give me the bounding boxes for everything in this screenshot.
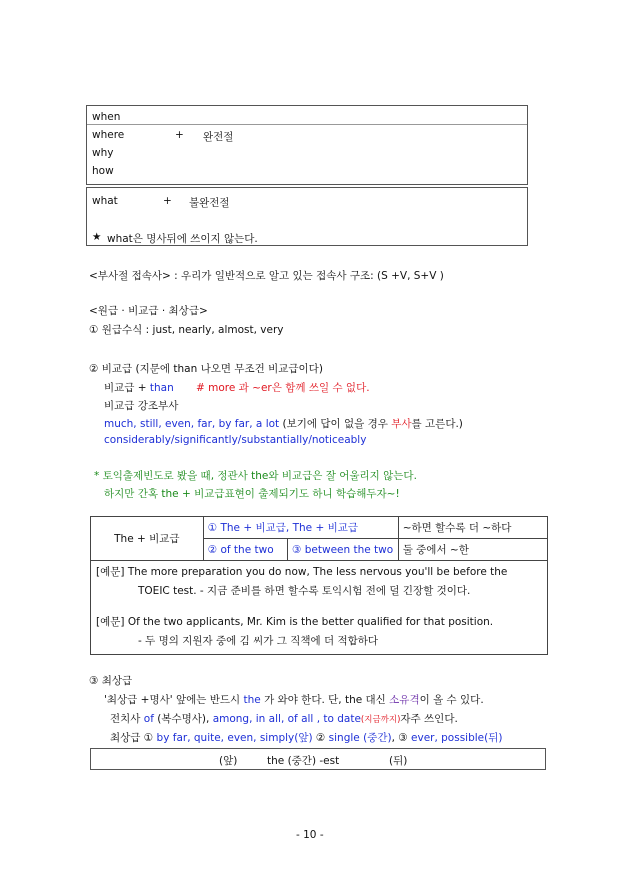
sup-l1-the: the <box>243 694 261 706</box>
intensifier-line <box>104 416 463 431</box>
what-box <box>86 187 528 246</box>
intensifier-note-word: 부사 <box>391 418 412 430</box>
sup-l3-a: 최상급 ① <box>110 732 157 744</box>
box1-row-when: when <box>92 111 121 123</box>
box1-complete-clause: 완전절 <box>203 131 234 143</box>
sup-l3-front: by far, quite, even, simply(앞) <box>156 732 313 744</box>
table-r2-of-the-two: ② of the two <box>203 539 287 561</box>
example-1-line2: TOEIC test. - 지금 준비를 하면 할수록 토익시험 전에 덜 긴장할 것이다. <box>138 585 471 597</box>
superlative-line-2 <box>110 711 458 726</box>
box1-row-where: where <box>92 129 125 141</box>
degree-section-title: <원급 · 비교급 · 최상급> <box>89 305 208 317</box>
adverbial-conjunction-line: <부사절 접속사> : 우리가 일반적으로 알고 있는 접속사 구조: (S +V, S+V ) <box>89 270 444 282</box>
tip-line-2: 하지만 간혹 the + 비교급표현이 출제되기도 하니 학습해두자~! <box>104 488 400 500</box>
example-1-en: [예문] The more preparation you do now, The less nervous you'll be before the <box>96 566 508 578</box>
sup-l2-small: (지금까지) <box>360 715 401 725</box>
box1-row-why: why <box>92 147 114 159</box>
table-r2-between-the-two: ③ between the two <box>288 539 399 561</box>
sup-l2-a: 전치사 <box>110 713 144 725</box>
superlative-line-3 <box>110 730 502 745</box>
box2-incomplete-clause: 불완전절 <box>189 197 230 209</box>
sup-l2-of: of <box>143 713 154 725</box>
structure-mid: the (중간) -est <box>267 755 340 767</box>
comparative-rule-prefix: 비교급 + <box>104 382 150 394</box>
intensifier-list: much, still, even, far, by far, a lot <box>104 418 280 430</box>
structure-front: (앞) <box>219 755 238 767</box>
box1-row-how: how <box>92 165 114 177</box>
sup-l3-b: ② <box>312 732 329 744</box>
superlative-title: ③ 최상급 <box>89 675 133 687</box>
sup-l1-possessive: 소유격 <box>389 694 420 706</box>
table-left-header <box>91 517 204 561</box>
comparative-table <box>90 516 548 655</box>
intensifier-note-1: (보기에 답이 없을 경우 <box>279 418 392 430</box>
sup-l1-a: '최상급 +명사' 앞에는 반드시 <box>104 694 244 706</box>
sup-l3-c: , ③ <box>391 732 412 744</box>
sup-l2-c: 자주 쓰인다. <box>400 713 458 725</box>
sup-l2-b: (복수명사), <box>153 713 213 725</box>
box2-what: what <box>92 195 118 207</box>
sup-l3-mid: single (중간) <box>328 732 392 744</box>
sup-l1-b: 가 와야 한다. 단, the 대신 <box>260 694 390 706</box>
superlative-structure-box <box>90 748 546 770</box>
sup-l1-c: 이 올 수 있다. <box>419 694 484 706</box>
sup-l2-phrases: among, in all, of all , to date <box>212 713 361 725</box>
table-examples-cell <box>91 561 548 655</box>
box1-divider <box>87 124 527 125</box>
intensifier-list-2: considerably/significantly/substantially/noticeably <box>104 434 367 446</box>
superlative-line-1 <box>104 692 484 707</box>
example-2-en: [예문] Of the two applicants, Mr. Kim is the better qualified for that position. <box>96 616 494 628</box>
tip-line-1: * 토익출제빈도로 봤을 때, 정관사 the와 비교급은 잘 어울리지 않는다. <box>94 470 417 482</box>
comparative-rule <box>104 380 174 395</box>
page-number: - 10 - <box>296 829 324 841</box>
star-icon: ★ <box>92 231 102 243</box>
table-r1-pattern: ① The + 비교급, The + 비교급 <box>203 517 398 539</box>
box1-plus: + <box>175 129 184 141</box>
table-left-label: The + 비교급 <box>114 533 180 545</box>
comparative-title: ② 비교급 (지문에 than 나오면 무조건 비교급이다) <box>89 363 323 375</box>
example-2-ko: - 두 명의 지원자 중에 김 씨가 그 직책에 더 적합하다 <box>138 635 379 647</box>
intensifier-note-2: 를 고른다.) <box>411 418 463 430</box>
comparative-rule-than: than <box>149 382 174 394</box>
box2-plus: + <box>163 195 172 207</box>
relative-adverb-box <box>86 105 528 185</box>
box2-note: what은 명사뒤에 쓰이지 않는다. <box>107 233 258 245</box>
positive-degree-line: ① 원급수식 : just, nearly, almost, very <box>89 324 284 336</box>
intensifier-title: 비교급 강조부사 <box>104 400 179 412</box>
table-r2-meaning: 둘 중에서 ~한 <box>398 539 547 561</box>
table-r1-meaning: ~하면 할수록 더 ~하다 <box>398 517 547 539</box>
sup-l3-back: ever, possible(뒤) <box>411 732 503 744</box>
comparative-rule-note: # more 과 ~er은 함께 쓰일 수 없다. <box>196 382 370 394</box>
structure-back: (뒤) <box>389 755 408 767</box>
